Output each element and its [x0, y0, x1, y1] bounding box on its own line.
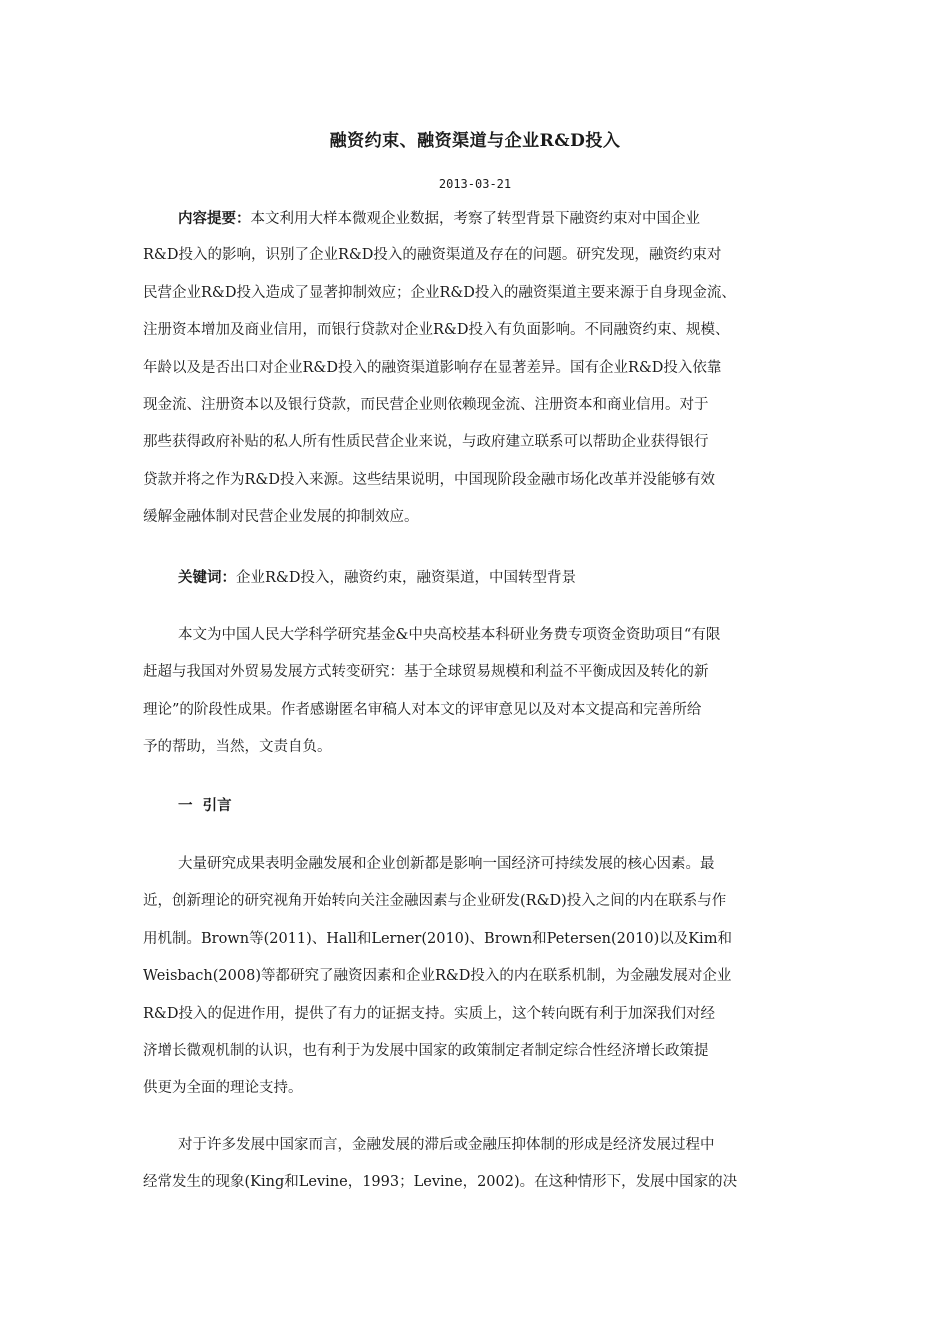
- keywords-line: [143, 559, 807, 596]
- intro-paragraph-1: [143, 846, 807, 1108]
- document-date: 2013-03-21: [438, 177, 512, 191]
- abstract-paragraph: [143, 200, 807, 537]
- keywords-paragraph: [143, 559, 807, 596]
- abstract-line: [143, 200, 807, 237]
- intro-line: 大量研究成果表明金融发展和企业创新都是影响一国经济可持续发展的核心因素。最: [178, 856, 715, 872]
- intro-line: 近，创新理论的研究视角开始转向关注金融因素与企业研发(R&D)投入之间的内在联系与作: [143, 893, 727, 910]
- funding-line: 予的帮助，当然，文责自负。: [143, 739, 332, 756]
- abstract-line: 现金流、注册资本以及银行贷款，而民营企业则依赖现金流、注册资本和商业信用。对于: [143, 396, 709, 413]
- intro-paragraph-2: [143, 1127, 807, 1202]
- abstract-label: 内容提要：: [178, 210, 251, 227]
- document-title: 融资约束、融资渠道与企业R&D投入: [329, 131, 621, 151]
- intro-line: 对于许多发展中国家而言，金融发展的滞后或金融压抑体制的形成是经济发展过程中: [178, 1137, 715, 1153]
- funding-line: 本文为中国人民大学科学研究基金&中央高校基本科研业务费专项资金资助项目“有限: [178, 627, 721, 643]
- section-heading-text: 一 引言: [178, 797, 232, 814]
- abstract-text: 本文利用大样本微观企业数据，考察了转型背景下融资约束对中国企业: [250, 211, 700, 227]
- abstract-line: 缓解金融体制对民营企业发展的抑制效应。: [143, 509, 419, 526]
- abstract-line: 贷款并将之作为R&D投入来源。这些结果说明，中国现阶段金融市场化改革并没能够有效: [143, 471, 715, 488]
- intro-line: 供更为全面的理论支持。: [143, 1080, 303, 1097]
- section-heading: [143, 787, 807, 824]
- keywords-label: 关键词：: [178, 569, 236, 586]
- intro-line: Weisbach(2008)等都研究了融资因素和企业R&D投入的内在联系机制，为金融发展对企业: [143, 968, 732, 985]
- abstract-line: 年龄以及是否出口对企业R&D投入的融资渠道影响存在显著差异。国有企业R&D投入依靠: [143, 359, 722, 376]
- abstract-line: R&D投入的影响，识别了企业R&D投入的融资渠道及存在的问题。研究发现，融资约束对: [143, 247, 722, 264]
- intro-line: 经常发生的现象(King和Levine，1993；Levine，2002)。在这种情形下，发展中国家的决: [143, 1174, 738, 1191]
- abstract-line: 那些获得政府补贴的私人所有性质民营企业来说，与政府建立联系可以帮助企业获得银行: [143, 434, 709, 451]
- funding-line: 赶超与我国对外贸易发展方式转变研究：基于全球贸易规模和利益不平衡成因及转化的新: [143, 664, 709, 681]
- intro-line: R&D投入的促进作用，提供了有力的证据支持。实质上，这个转向既有利于加深我们对经: [143, 1005, 715, 1022]
- intro-line: 济增长微观机制的认识，也有利于为发展中国家的政策制定者制定综合性经济增长政策提: [143, 1042, 709, 1059]
- funding-line: 理论”的阶段性成果。作者感谢匿名审稿人对本文的评审意见以及对本文提高和完善所给: [143, 701, 702, 718]
- intro-line: 用机制。Brown等(2011)、Hall和Lerner(2010)、Brown和Petersen(2010)以及Kim和: [143, 930, 732, 947]
- abstract-line: 注册资本增加及商业信用，而银行贷款对企业R&D投入有负面影响。不同融资约束、规模、: [143, 322, 730, 339]
- abstract-line: 民营企业R&D投入造成了显著抑制效应；企业R&D投入的融资渠道主要来源于自身现金流、: [143, 284, 736, 301]
- keywords-text: 企业R&D投入，融资约束，融资渠道，中国转型背景: [236, 570, 576, 586]
- funding-note-paragraph: [143, 617, 807, 767]
